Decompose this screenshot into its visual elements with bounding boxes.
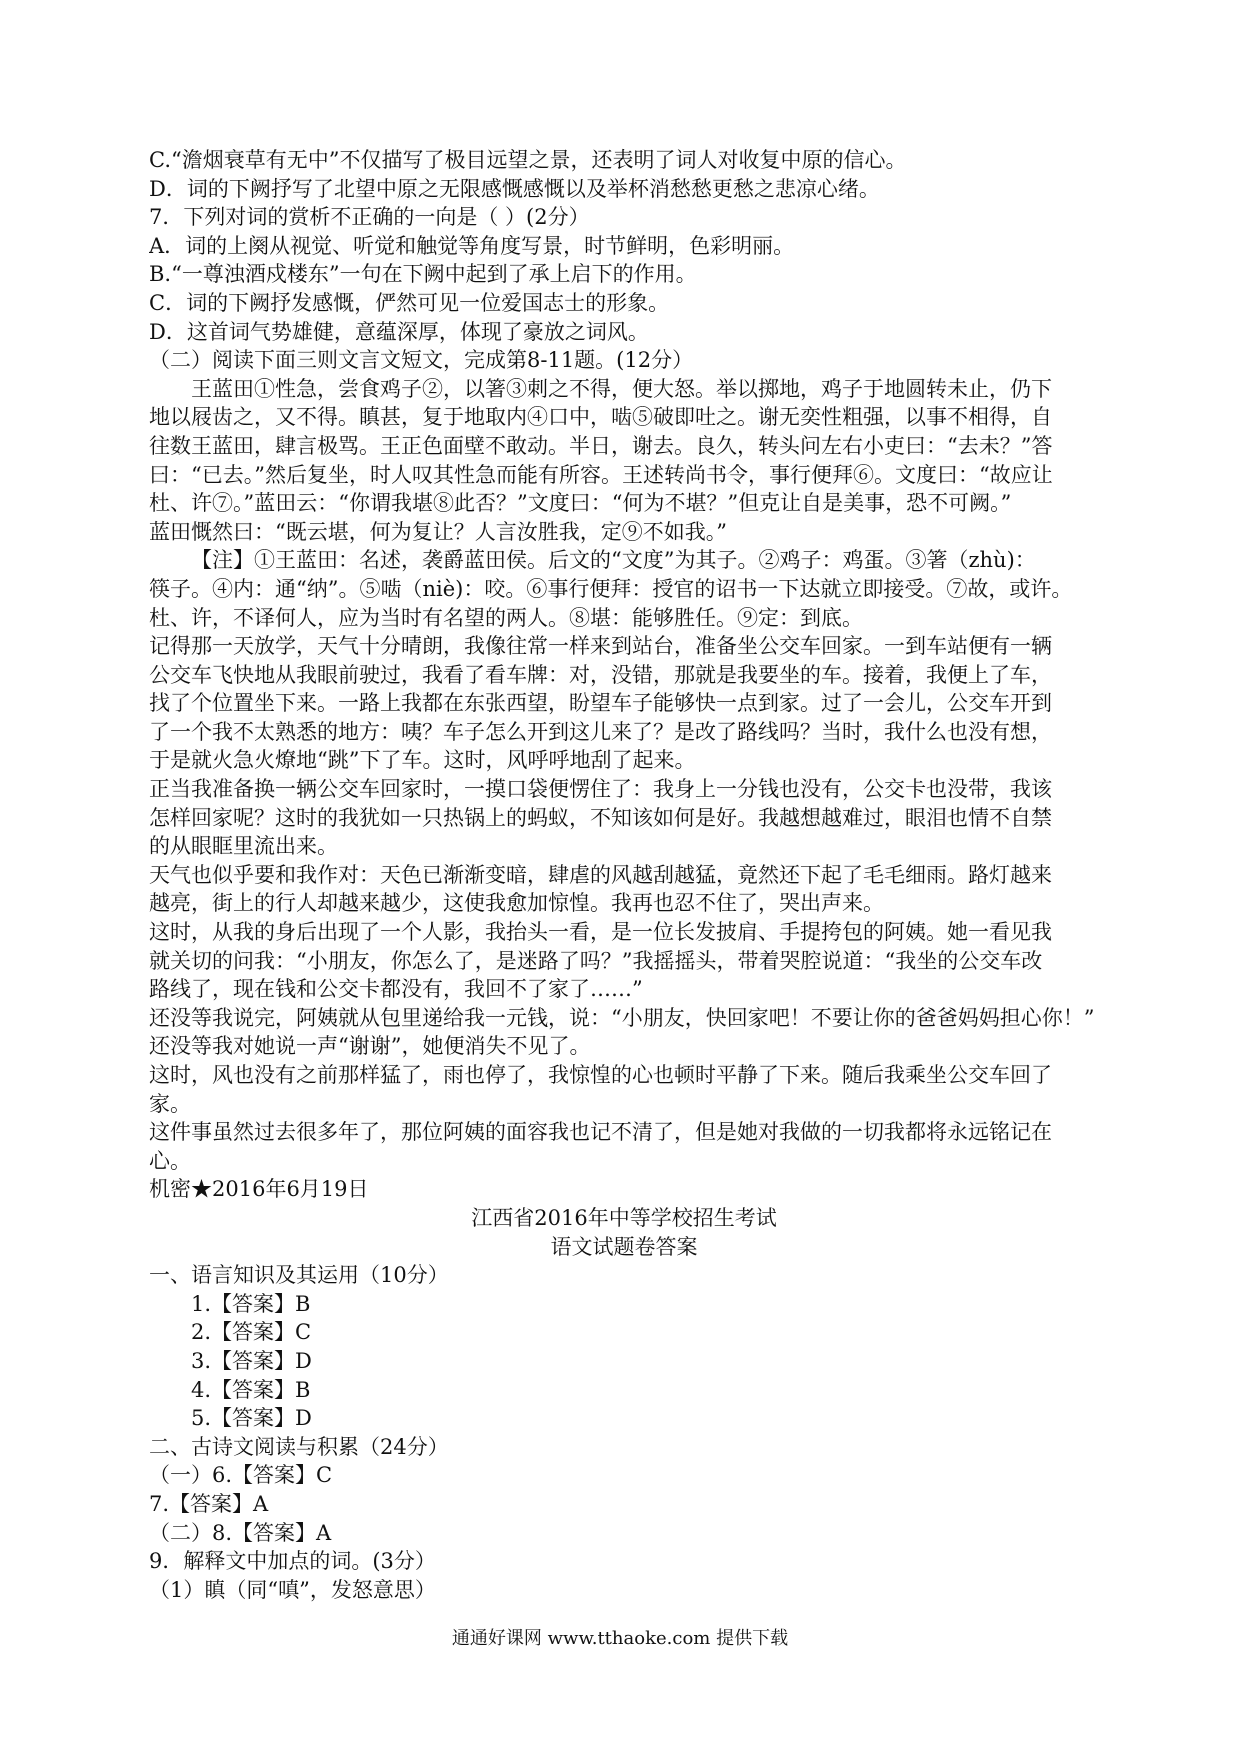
text-line: A．词的上阕从视觉、听觉和触觉等角度写景，时节鲜明，色彩明丽。 (149, 233, 795, 258)
text-line: 就关切的问我：“小朋友，你怎么了，是迷路了吗？”我摇摇头，带着哭腔说道：“我坐的公交车改 (149, 948, 1043, 973)
text-line: 江西省2016年中等学校招生考试 (471, 1205, 777, 1230)
text-line: 正当我准备换一辆公交车回家时，一摸口袋便愣住了：我身上一分钱也没有，公交卡也没带，我该 (149, 777, 1052, 802)
text-line: 7．下列对词的赏析不正确的一向是（ ）(2分） (149, 205, 590, 230)
text-line: 5.【答案】D (191, 1406, 312, 1431)
text-line: 蓝田慨然曰：“既云堪，何为复让？人言汝胜我，定⑨不如我。” (149, 519, 727, 544)
text-line: C.“澹烟衰草有无中”不仅描写了极目远望之景，还表明了词人对收复中原的信心。 (149, 148, 907, 172)
text-line: 杜、许，不译何人，应为当时有名望的两人。⑧堪：能够胜任。⑨定：到底。 (149, 605, 863, 630)
text-line: 天气也似乎要和我作对：天色已渐渐变暗，肆虐的风越刮越猛，竟然还下起了毛毛细雨。路灯越来 (149, 862, 1052, 887)
text-line: 家。 (149, 1091, 191, 1116)
text-line: 7.【答案】A (149, 1491, 269, 1516)
text-line: D．词的下阙抒写了北望中原之无限感慨感慨以及举杯消愁愁更愁之悲凉心绪。 (149, 176, 880, 201)
text-line: 筷子。④内：通“纳”。⑤啮（niè)：咬。⑥事行便拜：授官的诏书一下达就立即接受。⑦故，或许。 (149, 576, 1073, 601)
text-line: D．这首词气势雄健，意蕴深厚，体现了豪放之词风。 (149, 319, 649, 344)
text-line: 杜、许⑦。”蓝田云：“你谓我堪⑧此否？”文度曰：“何为不堪？”但克让自是美事，恐不可阙。” (149, 491, 1012, 516)
text-line: 于是就火急火燎地“跳”下了车。这时，风呼呼地刮了起来。 (149, 748, 696, 773)
text-line: B.“一尊浊酒戍楼东”一句在下阙中起到了承上启下的作用。 (149, 262, 697, 287)
text-line: 2.【答案】C (191, 1320, 312, 1345)
text-line: 这时，从我的身后出现了一个人影，我抬头一看，是一位长发披肩、手提挎包的阿姨。她一看见我 (149, 920, 1052, 945)
page-footer: 通通好课网 www.tthaoke.com 提供下载 (451, 1628, 789, 1649)
text-line: 9．解释文中加点的词。(3分） (149, 1549, 436, 1574)
document-body (149, 146, 1099, 1604)
text-line: 【注】①王蓝田：名述，袭爵蓝田侯。后文的“文度”为其子。②鸡子：鸡蛋。③箸（zhù)： (191, 548, 1036, 573)
text-line: 记得那一天放学，天气十分晴朗，我像往常一样来到站台，准备坐公交车回家。一到车站便有一辆 (149, 634, 1052, 659)
text-line: 还没等我说完，阿姨就从包里递给我一元钱，说：“小朋友，快回家吧！不要让你的爸爸妈妈担心你！” (149, 1005, 1095, 1030)
text-line: 地以屐齿之，又不得。瞋甚，复于地取内④口中，啮⑤破即吐之。谢无奕性粗强，以事不相得，自 (149, 405, 1052, 430)
text-line: （一）6.【答案】C (149, 1463, 333, 1488)
text-line: 机密★2016年6月19日 (149, 1177, 369, 1202)
text-line: （二）阅读下面三则文言文短文，完成第8-11题。(12分） (149, 348, 694, 373)
text-line: 王蓝田①性急，尝食鸡子②，以箸③刺之不得，便大怒。举以掷地，鸡子于地圆转未止，仍下 (191, 376, 1052, 401)
text-line: 曰：“已去。”然后复坐，时人叹其性急而能有所容。王述转尚书令，事行便拜⑥。文度曰：“故应让 (149, 462, 1053, 487)
text-line: 路线了，现在钱和公交卡都没有，我回不了家了……” (149, 977, 643, 1002)
text-line: 二、古诗文阅读与积累（24分） (149, 1434, 449, 1459)
text-line: 一、语言知识及其运用（10分） (149, 1263, 449, 1288)
text-line: C．词的下阙抒发感慨，俨然可见一位爱国志士的形象。 (149, 290, 670, 315)
text-line: 往数王蓝田，肆言极骂。王正色面壁不敢动。半日，谢去。良久，转头问左右小吏曰：“去未？”答 (149, 433, 1053, 458)
text-line: 4.【答案】B (191, 1377, 311, 1402)
text-line: 越亮，街上的行人却越来越少，这使我愈加惊惶。我再也忍不住了，哭出声来。 (149, 891, 884, 916)
text-line: 找了个位置坐下来。一路上我都在东张西望，盼望车子能够快一点到家。过了一会儿，公交车开到 (149, 691, 1052, 716)
text-line: 了一个我不太熟悉的地方：咦？车子怎么开到这儿来了？是改了路线吗？当时，我什么也没有想， (149, 719, 1052, 744)
text-line: 的从眼眶里流出来。 (149, 834, 338, 859)
text-line: 还没等我对她说一声“谢谢”，她便消失不见了。 (149, 1034, 591, 1059)
text-line: 怎样回家呢？这时的我犹如一只热锅上的蚂蚁，不知该如何是好。我越想越难过，眼泪也情不自禁 (149, 805, 1052, 830)
text-line: 这时，风也没有之前那样猛了，雨也停了，我惊惶的心也顿时平静了下来。随后我乘坐公交车回了 (149, 1063, 1052, 1087)
text-line: 1.【答案】B (191, 1291, 311, 1316)
text-line: 公交车飞快地从我眼前驶过，我看了看车牌：对，没错，那就是我要坐的车。接着，我便上了车， (149, 662, 1052, 687)
text-line: 这件事虽然过去很多年了，那位阿姨的面容我也记不清了，但是她对我做的一切我都将永远铭记在 (149, 1120, 1052, 1145)
text-line: （二）8.【答案】A (149, 1520, 332, 1545)
text-line: 心。 (149, 1148, 191, 1173)
text-line: 语文试题卷答案 (550, 1234, 698, 1259)
text-line: （1）瞋（同“嗔”，发怒意思） (149, 1577, 436, 1602)
text-line: 3.【答案】D (191, 1348, 312, 1373)
